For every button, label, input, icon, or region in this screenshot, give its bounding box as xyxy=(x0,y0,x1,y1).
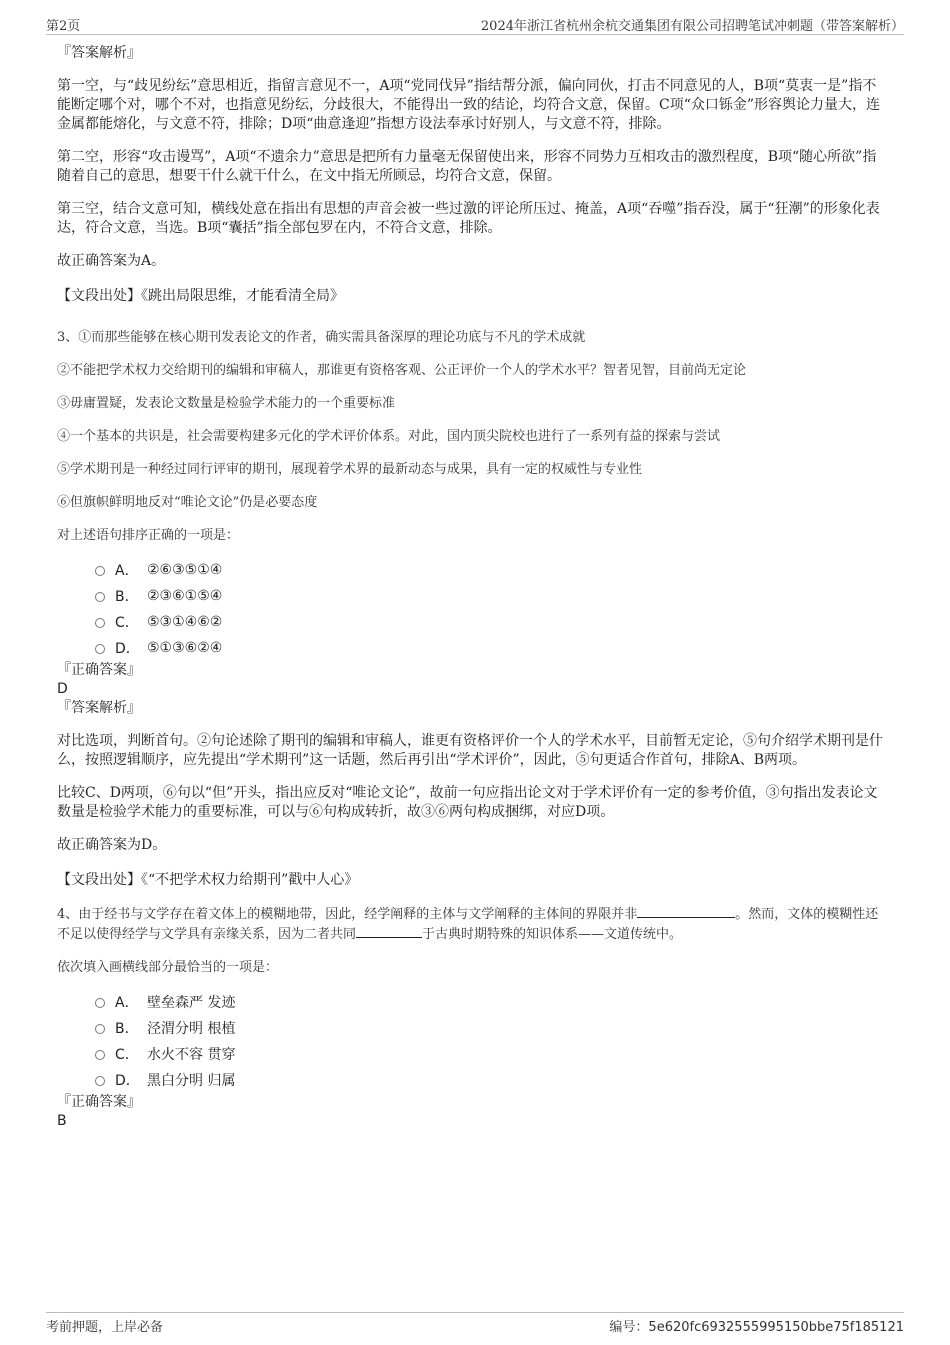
q4-correct-label: 『正确答案』 xyxy=(57,1094,141,1110)
page-footer xyxy=(46,1312,904,1335)
q4-option-d[interactable] xyxy=(95,1067,887,1093)
option-text: ⑤①③⑥②④ xyxy=(147,640,223,656)
footer-slogan: 考前押题，上岸必备 xyxy=(46,1320,164,1335)
q3-sentence-3: ③毋庸置疑，发表论文数量是检验学术能力的一个重要标准 xyxy=(57,396,396,411)
page-content xyxy=(57,44,887,1131)
option-key: A． xyxy=(115,563,139,579)
q4-stem xyxy=(57,904,887,944)
q3-sentence-1: 3、①而那些能够在核心期刊发表论文的作者，确实需具备深厚的理论功底与不凡的学术成就 xyxy=(57,330,586,345)
q3-sentence-4: ④一个基本的共识是，社会需要构建多元化的学术评价体系。对此，国内顶尖院校也进行了一系列有益的探索与尝试 xyxy=(57,429,721,444)
option-key: D． xyxy=(115,641,140,657)
radio-icon[interactable] xyxy=(95,566,105,576)
footer-code xyxy=(609,1316,904,1335)
radio-icon[interactable] xyxy=(95,1050,105,1060)
q2-conclusion: 故正确答案为A。 xyxy=(57,253,166,269)
option-text: 黑白分明 归属 xyxy=(147,1073,236,1089)
radio-icon[interactable] xyxy=(95,1076,105,1086)
radio-icon[interactable] xyxy=(95,618,105,628)
q4-prompt: 依次填入画横线部分最恰当的一项是： xyxy=(57,960,279,975)
footer-code-label: 编号： xyxy=(609,1320,649,1335)
q4-option-c[interactable] xyxy=(95,1041,887,1067)
q4-correct-answer: B xyxy=(57,1113,67,1129)
q3-options xyxy=(95,557,887,661)
q3-source: 【文段出处】《“不把学术权力给期刊”戳中人心》 xyxy=(57,872,359,888)
page-header xyxy=(46,12,904,35)
option-key: B． xyxy=(115,1021,139,1037)
document-title: 2024年浙江省杭州余杭交通集团有限公司招聘笔试冲刺题（带答案解析） xyxy=(480,19,904,34)
q3-analysis-1: 对比选项，判断首句。②句论述除了期刊的编辑和审稿人，谁更有资格评价一个人的学术水平，目前暂无定论，⑤句介绍学术期刊是什么，按照逻辑顺序，应先提出“学术期刊”这一话题，然后再引出“学术评价”，因此，⑤句更适合作首句，排除A、B两项。 xyxy=(57,733,883,768)
q2-analysis-blank2: 第二空，形容“攻击谩骂”，A项“不遗余力”意思是把所有力量毫无保留使出来，形容不同势力互相攻击的激烈程度，B项“随心所欲”指随着自己的意思，想要干什么就干什么，在文中指无所顾忌，均符合文意，保留。 xyxy=(57,149,877,184)
q4-blank-2 xyxy=(356,924,422,938)
q3-correct-answer: D xyxy=(57,681,68,697)
q4-blank-1 xyxy=(637,904,735,918)
q3-analysis-2: 比较C、D两项，⑥句以“但”开头，指出应反对“唯论文论”，故前一句应指出论文对于学术评价有一定的参考价值，③句指出发表论文数量是检验学术能力的重要标准，可以与⑥句构成转折，故③⑥两句构成捆绑，对应D项。 xyxy=(57,785,878,820)
radio-icon[interactable] xyxy=(95,1024,105,1034)
q3-analysis-label: 『答案解析』 xyxy=(57,700,141,716)
q3-option-a[interactable] xyxy=(95,557,887,583)
q3-prompt: 对上述语句排序正确的一项是： xyxy=(57,528,240,543)
q4-stem-part1: 4、由于经书与文学存在着文体上的模糊地带，因此，经学阐释的主体与文学阐释的主体间的界限并非 xyxy=(57,907,638,922)
q4-options xyxy=(95,989,887,1093)
q2-analysis-blank3: 第三空，结合文意可知，横线处意在指出有思想的声音会被一些过激的评论所压过、掩盖，A项“吞噬”指吞没，属于“狂潮”的形象化表达，符合文意，当选。B项“囊括”指全部包罗在内，不符合文意，排除。 xyxy=(57,201,880,236)
q2-source: 【文段出处】《跳出局限思维，才能看清全局》 xyxy=(57,288,344,304)
radio-icon[interactable] xyxy=(95,644,105,654)
q4-stem-part3: 于古典时期特殊的知识体系——文道传统中。 xyxy=(422,927,683,942)
q3-conclusion: 故正确答案为D。 xyxy=(57,837,167,853)
option-text: ②③⑥①⑤④ xyxy=(147,588,223,604)
q4-option-b[interactable] xyxy=(95,1015,887,1041)
page-number: 第2页 xyxy=(46,19,81,34)
option-key: C． xyxy=(115,1047,139,1063)
q4-stem-part2: 。然而，文体的模糊性还不足以使得经学与文学具有亲缘关系，因为二者共同 xyxy=(57,907,879,942)
radio-icon[interactable] xyxy=(95,998,105,1008)
option-key: D． xyxy=(115,1073,140,1089)
option-key: C． xyxy=(115,615,139,631)
q4-option-a[interactable] xyxy=(95,989,887,1015)
q3-option-c[interactable] xyxy=(95,609,887,635)
q3-option-b[interactable] xyxy=(95,583,887,609)
q3-correct-label: 『正确答案』 xyxy=(57,662,141,678)
q3-option-d[interactable] xyxy=(95,635,887,661)
q2-analysis-label: 『答案解析』 xyxy=(57,45,141,61)
option-text: ⑤③①④⑥② xyxy=(147,614,223,630)
q3-sentence-6: ⑥但旗帜鲜明地反对“唯论文论”仍是必要态度 xyxy=(57,495,318,510)
radio-icon[interactable] xyxy=(95,592,105,602)
q2-analysis-blank1: 第一空，与“歧见纷纭”意思相近，指留言意见不一，A项“党同伐异”指结帮分派，偏向同伙，打击不同意见的人，B项“莫衷一是”指不能断定哪个对，哪个不对，也指意见纷纭，分歧很大，不能得出一致的结论，均符合文意，保留。C项“众口铄金”形容舆论力量大，连金属都能熔化，与文意不符，排除；D项“曲意逢迎”指想方设法奉承讨好别人，与文意不符，排除。 xyxy=(57,78,881,132)
q3-sentence-5: ⑤学术期刊是一种经过同行评审的期刊，展现着学术界的最新动态与成果，具有一定的权威性与专业性 xyxy=(57,462,643,477)
option-text: 泾渭分明 根植 xyxy=(147,1021,236,1037)
option-key: B． xyxy=(115,589,139,605)
option-text: ②⑥③⑤①④ xyxy=(147,562,223,578)
option-text: 壁垒森严 发迹 xyxy=(147,995,236,1011)
footer-code-value: 5e620fc6932555995150bbe75f185121 xyxy=(648,1320,904,1335)
q3-sentence-2: ②不能把学术权力交给期刊的编辑和审稿人，那谁更有资格客观、公正评价一个人的学术水平？智者见智，目前尚无定论 xyxy=(57,363,747,378)
option-text: 水火不容 贯穿 xyxy=(147,1047,236,1063)
option-key: A． xyxy=(115,995,139,1011)
